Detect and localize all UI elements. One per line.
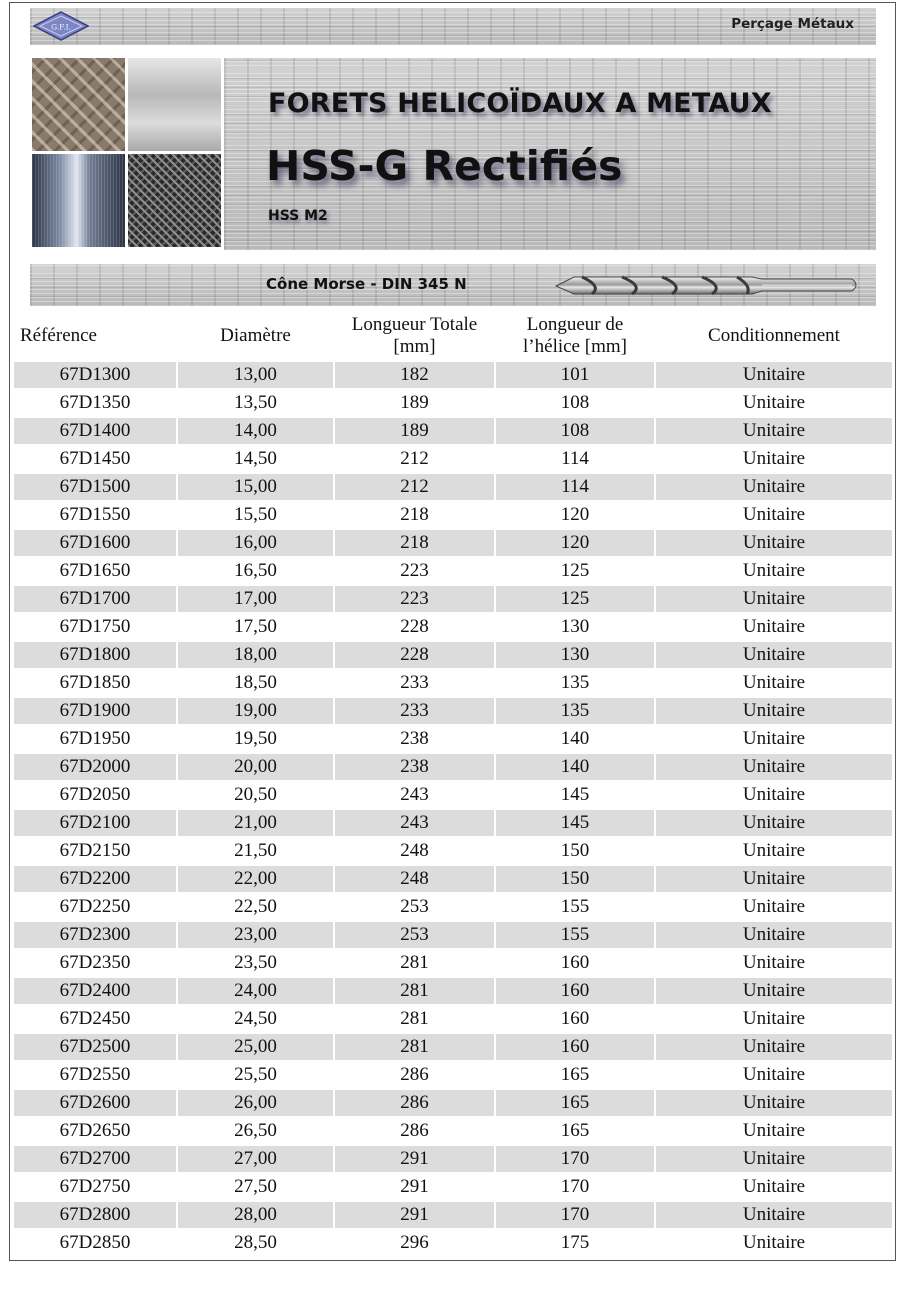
cell-reference: 67D1300: [14, 362, 176, 388]
table-body: [14, 362, 892, 1256]
cell-reference: 67D1550: [14, 502, 176, 528]
table-row: [14, 1118, 892, 1144]
cell-reference: 67D1350: [14, 390, 176, 416]
table-row: [14, 1006, 892, 1032]
cell-helix-length: 135: [496, 670, 654, 696]
cell-diameter: 21,00: [178, 810, 333, 836]
cell-reference: 67D1450: [14, 446, 176, 472]
header-helix-length: Longueur de l’hélice [mm]: [496, 312, 654, 360]
cell-packaging: Unitaire: [656, 1202, 892, 1228]
cell-reference: 67D2750: [14, 1174, 176, 1200]
steel-grade-label: HSS M2: [268, 208, 328, 224]
cell-helix-length: 125: [496, 558, 654, 584]
cell-total-length: 218: [335, 502, 494, 528]
cell-helix-length: 114: [496, 446, 654, 472]
cell-packaging: Unitaire: [656, 530, 892, 556]
cell-packaging: Unitaire: [656, 418, 892, 444]
cell-total-length: 182: [335, 362, 494, 388]
cell-reference: 67D2250: [14, 894, 176, 920]
cell-reference: 67D2450: [14, 1006, 176, 1032]
drill-bit-icon: [552, 269, 862, 301]
table-row: [14, 1034, 892, 1060]
cell-packaging: Unitaire: [656, 1174, 892, 1200]
cell-total-length: 223: [335, 558, 494, 584]
cell-diameter: 14,50: [178, 446, 333, 472]
cell-helix-length: 120: [496, 530, 654, 556]
table-row: [14, 642, 892, 668]
cell-total-length: 296: [335, 1230, 494, 1256]
cell-reference: 67D2500: [14, 1034, 176, 1060]
cell-diameter: 24,50: [178, 1006, 333, 1032]
cell-diameter: 18,00: [178, 642, 333, 668]
table-row: [14, 390, 892, 416]
cell-diameter: 28,00: [178, 1202, 333, 1228]
cell-total-length: 233: [335, 670, 494, 696]
cell-helix-length: 130: [496, 614, 654, 640]
cell-reference: 67D2650: [14, 1118, 176, 1144]
table-row: [14, 1062, 892, 1088]
cell-diameter: 22,50: [178, 894, 333, 920]
header-total-length: Longueur Totale [mm]: [335, 312, 494, 360]
cell-reference: 67D1850: [14, 670, 176, 696]
cell-total-length: 286: [335, 1062, 494, 1088]
cell-diameter: 18,50: [178, 670, 333, 696]
shank-bar: [30, 264, 876, 306]
cell-packaging: Unitaire: [656, 1034, 892, 1060]
cell-diameter: 25,50: [178, 1062, 333, 1088]
title-banner: [224, 58, 876, 250]
table-row: [14, 950, 892, 976]
cell-packaging: Unitaire: [656, 782, 892, 808]
cell-diameter: 13,50: [178, 390, 333, 416]
cell-helix-length: 165: [496, 1118, 654, 1144]
cell-diameter: 26,50: [178, 1118, 333, 1144]
table-row: [14, 1230, 892, 1256]
cell-helix-length: 125: [496, 586, 654, 612]
material-tiles: [32, 58, 222, 248]
cell-helix-length: 120: [496, 502, 654, 528]
company-logo: [33, 11, 89, 41]
cell-total-length: 281: [335, 978, 494, 1004]
cell-reference: 67D1900: [14, 698, 176, 724]
table-row: [14, 838, 892, 864]
cell-packaging: Unitaire: [656, 362, 892, 388]
cell-helix-length: 108: [496, 418, 654, 444]
cell-reference: 67D2200: [14, 866, 176, 892]
brushed-metal-tile: [128, 58, 221, 151]
cell-total-length: 212: [335, 446, 494, 472]
cell-total-length: 233: [335, 698, 494, 724]
cell-diameter: 16,00: [178, 530, 333, 556]
cell-reference: 67D1750: [14, 614, 176, 640]
product-family-title: FORETS HELICOÏDAUX A METAUX: [268, 88, 772, 119]
table-row: [14, 698, 892, 724]
table-row: [14, 978, 892, 1004]
cell-reference: 67D2550: [14, 1062, 176, 1088]
cell-packaging: Unitaire: [656, 726, 892, 752]
cell-total-length: 286: [335, 1118, 494, 1144]
cell-reference: 67D1800: [14, 642, 176, 668]
cell-helix-length: 170: [496, 1146, 654, 1172]
cell-helix-length: 160: [496, 950, 654, 976]
table-row: [14, 586, 892, 612]
cell-total-length: 238: [335, 726, 494, 752]
cell-total-length: 212: [335, 474, 494, 500]
cell-diameter: 26,00: [178, 1090, 333, 1116]
cell-packaging: Unitaire: [656, 838, 892, 864]
table-row: [14, 894, 892, 920]
cell-total-length: 218: [335, 530, 494, 556]
cell-reference: 67D2850: [14, 1230, 176, 1256]
cell-total-length: 253: [335, 922, 494, 948]
table-row: [14, 362, 892, 388]
logo-text: G.F.I.: [51, 22, 71, 32]
cell-helix-length: 175: [496, 1230, 654, 1256]
cell-helix-length: 155: [496, 922, 654, 948]
cell-packaging: Unitaire: [656, 1118, 892, 1144]
cell-helix-length: 150: [496, 838, 654, 864]
cell-packaging: Unitaire: [656, 894, 892, 920]
cell-total-length: 253: [335, 894, 494, 920]
cell-packaging: Unitaire: [656, 978, 892, 1004]
cell-reference: 67D2350: [14, 950, 176, 976]
cell-diameter: 20,50: [178, 782, 333, 808]
table-row: [14, 474, 892, 500]
cell-packaging: Unitaire: [656, 502, 892, 528]
cell-total-length: 243: [335, 810, 494, 836]
cell-helix-length: 160: [496, 1006, 654, 1032]
cell-diameter: 15,00: [178, 474, 333, 500]
cell-total-length: 223: [335, 586, 494, 612]
cell-helix-length: 108: [496, 390, 654, 416]
cell-total-length: 281: [335, 1006, 494, 1032]
cell-reference: 67D2050: [14, 782, 176, 808]
cell-helix-length: 140: [496, 754, 654, 780]
table-row: [14, 922, 892, 948]
cell-packaging: Unitaire: [656, 1090, 892, 1116]
table-row: [14, 1090, 892, 1116]
cell-diameter: 23,50: [178, 950, 333, 976]
cell-diameter: 25,00: [178, 1034, 333, 1060]
steel-bar-tile: [32, 154, 125, 247]
cell-reference: 67D2700: [14, 1146, 176, 1172]
cell-packaging: Unitaire: [656, 754, 892, 780]
table-row: [14, 502, 892, 528]
cell-diameter: 21,50: [178, 838, 333, 864]
cell-total-length: 291: [335, 1202, 494, 1228]
header-diameter: Diamètre: [178, 312, 333, 360]
table-row: [14, 530, 892, 556]
cell-total-length: 189: [335, 418, 494, 444]
table-row: [14, 1146, 892, 1172]
cell-packaging: Unitaire: [656, 474, 892, 500]
cell-reference: 67D2300: [14, 922, 176, 948]
cell-diameter: 17,50: [178, 614, 333, 640]
cell-total-length: 281: [335, 1034, 494, 1060]
cell-diameter: 22,00: [178, 866, 333, 892]
cell-packaging: Unitaire: [656, 866, 892, 892]
table-row: [14, 754, 892, 780]
cell-diameter: 27,00: [178, 1146, 333, 1172]
cell-helix-length: 150: [496, 866, 654, 892]
carbon-fiber-tile: [128, 154, 221, 247]
cell-reference: 67D1650: [14, 558, 176, 584]
product-title: HSS-G Rectifiés: [266, 142, 623, 190]
cell-reference: 67D1600: [14, 530, 176, 556]
cell-packaging: Unitaire: [656, 642, 892, 668]
shank-type-label: Cône Morse - DIN 345 N: [266, 275, 467, 293]
cell-diameter: 19,00: [178, 698, 333, 724]
cell-packaging: Unitaire: [656, 950, 892, 976]
cell-total-length: 281: [335, 950, 494, 976]
cell-packaging: Unitaire: [656, 1146, 892, 1172]
cell-helix-length: 101: [496, 362, 654, 388]
cell-packaging: Unitaire: [656, 670, 892, 696]
cell-packaging: Unitaire: [656, 810, 892, 836]
checker-plate-tile: [32, 58, 125, 151]
cell-helix-length: 160: [496, 978, 654, 1004]
cell-diameter: 15,50: [178, 502, 333, 528]
cell-packaging: Unitaire: [656, 446, 892, 472]
cell-total-length: 291: [335, 1174, 494, 1200]
cell-total-length: 228: [335, 614, 494, 640]
cell-total-length: 228: [335, 642, 494, 668]
cell-reference: 67D2800: [14, 1202, 176, 1228]
table-row: [14, 866, 892, 892]
cell-helix-length: 114: [496, 474, 654, 500]
cell-helix-length: 170: [496, 1202, 654, 1228]
cell-diameter: 28,50: [178, 1230, 333, 1256]
cell-diameter: 23,00: [178, 922, 333, 948]
table-row: [14, 782, 892, 808]
cell-diameter: 16,50: [178, 558, 333, 584]
table-row: [14, 670, 892, 696]
cell-total-length: 238: [335, 754, 494, 780]
cell-diameter: 20,00: [178, 754, 333, 780]
cell-packaging: Unitaire: [656, 1006, 892, 1032]
cell-total-length: 189: [335, 390, 494, 416]
cell-helix-length: 135: [496, 698, 654, 724]
cell-reference: 67D1400: [14, 418, 176, 444]
table-row: [14, 1174, 892, 1200]
table-row: [14, 810, 892, 836]
cell-helix-length: 170: [496, 1174, 654, 1200]
cell-diameter: 13,00: [178, 362, 333, 388]
cell-total-length: 248: [335, 866, 494, 892]
table-row: [14, 558, 892, 584]
table-row: [14, 418, 892, 444]
cell-packaging: Unitaire: [656, 922, 892, 948]
cell-helix-length: 145: [496, 782, 654, 808]
cell-reference: 67D2100: [14, 810, 176, 836]
cell-packaging: Unitaire: [656, 614, 892, 640]
cell-helix-length: 165: [496, 1062, 654, 1088]
table-row: [14, 614, 892, 640]
product-table: [12, 310, 894, 1258]
cell-helix-length: 145: [496, 810, 654, 836]
header-reference: Référence: [14, 312, 176, 360]
cell-diameter: 19,50: [178, 726, 333, 752]
cell-reference: 67D1500: [14, 474, 176, 500]
cell-packaging: Unitaire: [656, 1062, 892, 1088]
cell-diameter: 17,00: [178, 586, 333, 612]
cell-reference: 67D2150: [14, 838, 176, 864]
cell-packaging: Unitaire: [656, 1230, 892, 1256]
table-row: [14, 446, 892, 472]
cell-total-length: 291: [335, 1146, 494, 1172]
cell-helix-length: 130: [496, 642, 654, 668]
cell-total-length: 243: [335, 782, 494, 808]
header-packaging: Conditionnement: [656, 312, 892, 360]
cell-total-length: 286: [335, 1090, 494, 1116]
cell-packaging: Unitaire: [656, 586, 892, 612]
cell-diameter: 27,50: [178, 1174, 333, 1200]
category-label: Perçage Métaux: [731, 16, 854, 32]
cell-helix-length: 165: [496, 1090, 654, 1116]
cell-helix-length: 160: [496, 1034, 654, 1060]
cell-reference: 67D2400: [14, 978, 176, 1004]
cell-diameter: 14,00: [178, 418, 333, 444]
table-row: [14, 1202, 892, 1228]
table-header-row: [14, 312, 892, 360]
cell-diameter: 24,00: [178, 978, 333, 1004]
cell-packaging: Unitaire: [656, 698, 892, 724]
cell-helix-length: 155: [496, 894, 654, 920]
cell-total-length: 248: [335, 838, 494, 864]
cell-reference: 67D1950: [14, 726, 176, 752]
cell-packaging: Unitaire: [656, 390, 892, 416]
cell-helix-length: 140: [496, 726, 654, 752]
cell-reference: 67D1700: [14, 586, 176, 612]
cell-reference: 67D2000: [14, 754, 176, 780]
table-row: [14, 726, 892, 752]
cell-packaging: Unitaire: [656, 558, 892, 584]
cell-reference: 67D2600: [14, 1090, 176, 1116]
